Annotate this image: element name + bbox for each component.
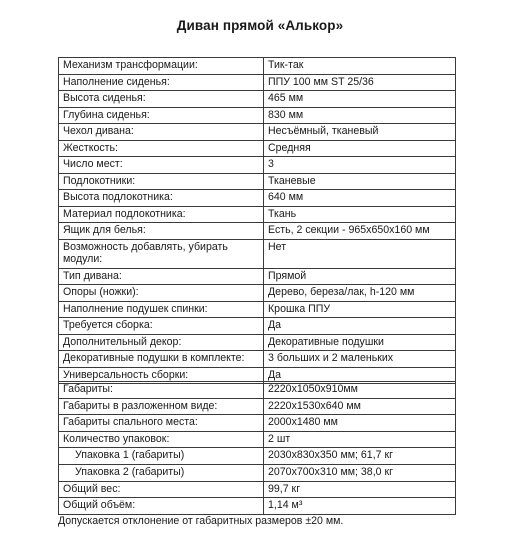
spec-label: Возможность добавлять, убирать модули: <box>59 239 264 268</box>
tolerance-note: Допускается отклонение от габаритных размеров ±20 мм. <box>58 515 344 527</box>
dimensions-table <box>58 381 456 515</box>
spec-label: Чехол дивана: <box>59 124 264 141</box>
dim-label: Количество упаковок: <box>59 431 264 448</box>
spec-value: Нет <box>264 239 456 268</box>
spec-label: Материал подлокотника: <box>59 206 264 223</box>
dim-label: Упаковка 2 (габариты) <box>59 464 264 481</box>
spec-value: Тик-так <box>264 58 456 75</box>
table-row <box>59 124 456 141</box>
spec-value: Есть, 2 секции - 965х650х160 мм <box>264 223 456 240</box>
spec-value: Да <box>264 367 456 384</box>
spec-label: Подлокотники: <box>59 173 264 190</box>
spec-value: Да <box>264 318 456 335</box>
table-row <box>59 301 456 318</box>
spec-value: 640 мм <box>264 190 456 207</box>
spec-label: Глубина сиденья: <box>59 107 264 124</box>
spec-value: 3 больших и 2 маленьких <box>264 351 456 368</box>
table-row <box>59 334 456 351</box>
spec-value: Дерево, береза/лак, h-120 мм <box>264 285 456 302</box>
dim-value: 1,14 м³ <box>264 498 456 515</box>
table-row <box>59 464 456 481</box>
dim-label: Общий объём: <box>59 498 264 515</box>
dim-value: 99,7 кг <box>264 481 456 498</box>
table-row <box>59 91 456 108</box>
dim-value: 2000х1480 мм <box>264 415 456 432</box>
table-row <box>59 190 456 207</box>
spec-label: Декоративные подушки в комплекте: <box>59 351 264 368</box>
table-row <box>59 415 456 432</box>
table-row <box>59 351 456 368</box>
table-row <box>59 448 456 465</box>
spec-value: Несъёмный, тканевый <box>264 124 456 141</box>
spec-label: Жесткость: <box>59 140 264 157</box>
dim-label: Габариты: <box>59 382 264 399</box>
spec-label: Высота подлокотника: <box>59 190 264 207</box>
spec-label: Требуется сборка: <box>59 318 264 335</box>
spec-label: Опоры (ножки): <box>59 285 264 302</box>
table-row <box>59 398 456 415</box>
spec-label: Ящик для белья: <box>59 223 264 240</box>
spec-label: Дополнительный декор: <box>59 334 264 351</box>
dim-value: 2220х1050х910мм <box>264 382 456 399</box>
spec-value: ППУ 100 мм ST 25/36 <box>264 74 456 91</box>
spec-label: Высота сиденья: <box>59 91 264 108</box>
specifications-table <box>58 57 456 384</box>
table-row <box>59 239 456 268</box>
spec-value: Тканевые <box>264 173 456 190</box>
table-row <box>59 58 456 75</box>
spec-label: Универсальность сборки: <box>59 367 264 384</box>
table-row <box>59 173 456 190</box>
spec-label: Механизм трансформации: <box>59 58 264 75</box>
spec-value: Средняя <box>264 140 456 157</box>
dim-value: 2 шт <box>264 431 456 448</box>
spec-label: Тип дивана: <box>59 268 264 285</box>
dim-value: 2030х830х350 мм; 61,7 кг <box>264 448 456 465</box>
table-row <box>59 481 456 498</box>
table-row <box>59 206 456 223</box>
table-row <box>59 107 456 124</box>
table-row <box>59 431 456 448</box>
spec-value: Ткань <box>264 206 456 223</box>
spec-value: 3 <box>264 157 456 174</box>
table-row <box>59 157 456 174</box>
spec-label: Наполнение подушек спинки: <box>59 301 264 318</box>
dim-label: Габариты спального места: <box>59 415 264 432</box>
spec-value: Декоративные подушки <box>264 334 456 351</box>
spec-label: Число мест: <box>59 157 264 174</box>
table-row <box>59 285 456 302</box>
spec-label: Наполнение сиденья: <box>59 74 264 91</box>
table-row <box>59 140 456 157</box>
page-title: Диван прямой «Алькор» <box>176 18 344 33</box>
table-row <box>59 74 456 91</box>
spec-value: 465 мм <box>264 91 456 108</box>
dim-value: 2220х1530х640 мм <box>264 398 456 415</box>
dim-value: 2070х700х310 мм; 38,0 кг <box>264 464 456 481</box>
spec-value: 830 мм <box>264 107 456 124</box>
dim-label: Упаковка 1 (габариты) <box>59 448 264 465</box>
table-row <box>59 268 456 285</box>
table-row <box>59 223 456 240</box>
table-row <box>59 498 456 515</box>
dim-label: Габариты в разложенном виде: <box>59 398 264 415</box>
table-row <box>59 382 456 399</box>
spec-value: Прямой <box>264 268 456 285</box>
table-row <box>59 318 456 335</box>
spec-value: Крошка ППУ <box>264 301 456 318</box>
dim-label: Общий вес: <box>59 481 264 498</box>
